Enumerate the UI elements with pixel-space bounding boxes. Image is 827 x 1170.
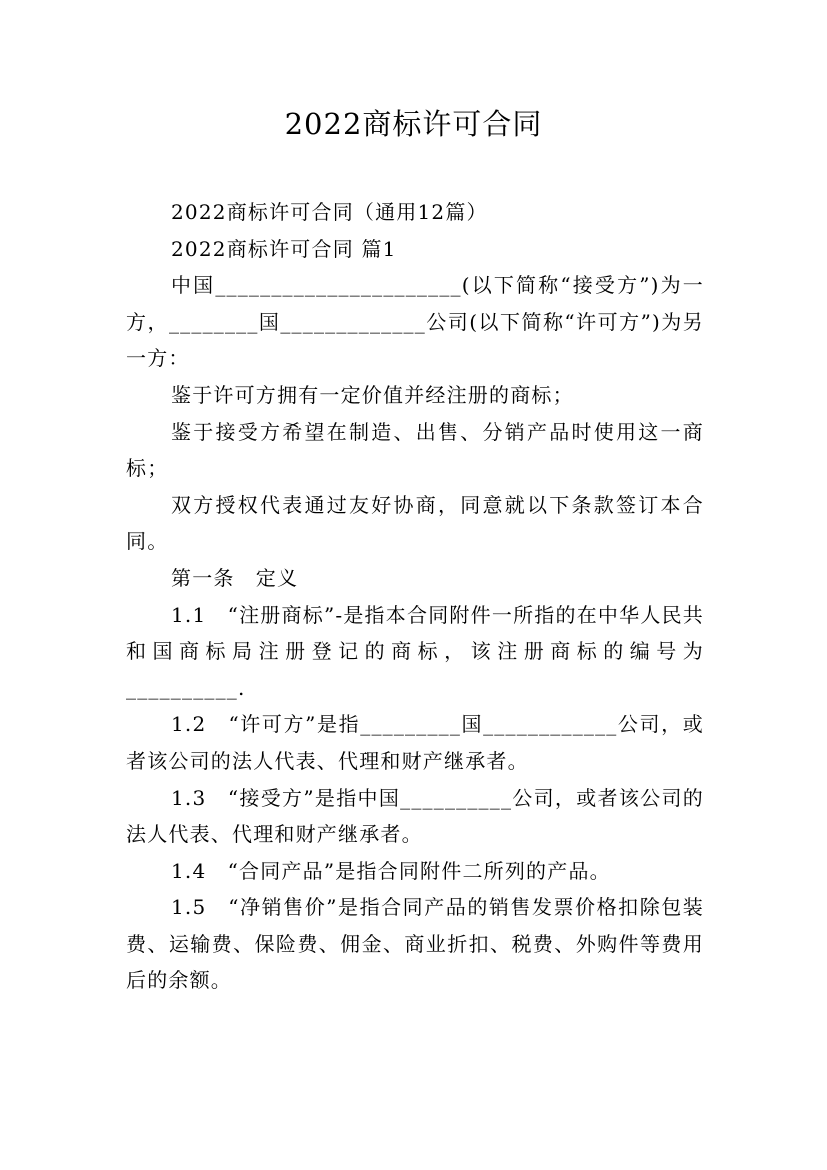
paragraph-section-heading: 2022商标许可合同 篇1 xyxy=(171,236,397,261)
paragraph-whereas-1: 鉴于许可方拥有一定价值并经注册的商标； xyxy=(171,382,574,407)
paragraph-clause-1-1: 1.1 “注册商标”-是指本合同附件一所指的在中华人民共和国商标局注册登记的商标，该注册商标的编号为__________. xyxy=(126,602,704,700)
paragraph-whereas-2: 鉴于接受方希望在制造、出售、分销产品时使用这一商标； xyxy=(126,419,704,481)
document-body xyxy=(126,194,704,999)
paragraph-subtitle: 2022商标许可合同（通用12篇） xyxy=(171,200,488,224)
paragraph-clause-1-4: 1.4 “合同产品”是指合同附件二所列的产品。 xyxy=(171,858,611,883)
paragraph-article-1-heading: 第一条 定义 xyxy=(171,565,299,590)
paragraph-clause-1-2: 1.2 “许可方”是指_________国____________公司，或者该公司的法人代表、代理和财产继承者。 xyxy=(126,712,704,773)
document-title: 2022商标许可合同 xyxy=(284,107,543,141)
paragraph-parties: 中国______________________(以下简称“接受方”)为一方，________国_____________公司(以下简称“许可方”)为另一方： xyxy=(126,273,704,371)
paragraph-clause-1-5: 1.5 “净销售价”是指合同产品的销售发票价格扣除包装费、运输费、保险费、佣金、商业折扣、税费、外购件等费用后的余额。 xyxy=(126,895,704,993)
paragraph-agreement: 双方授权代表通过友好协商，同意就以下条款签订本合同。 xyxy=(126,492,704,554)
paragraph-clause-1-3: 1.3 “接受方”是指中国__________公司，或者该公司的法人代表、代理和财产继承者。 xyxy=(126,785,704,847)
